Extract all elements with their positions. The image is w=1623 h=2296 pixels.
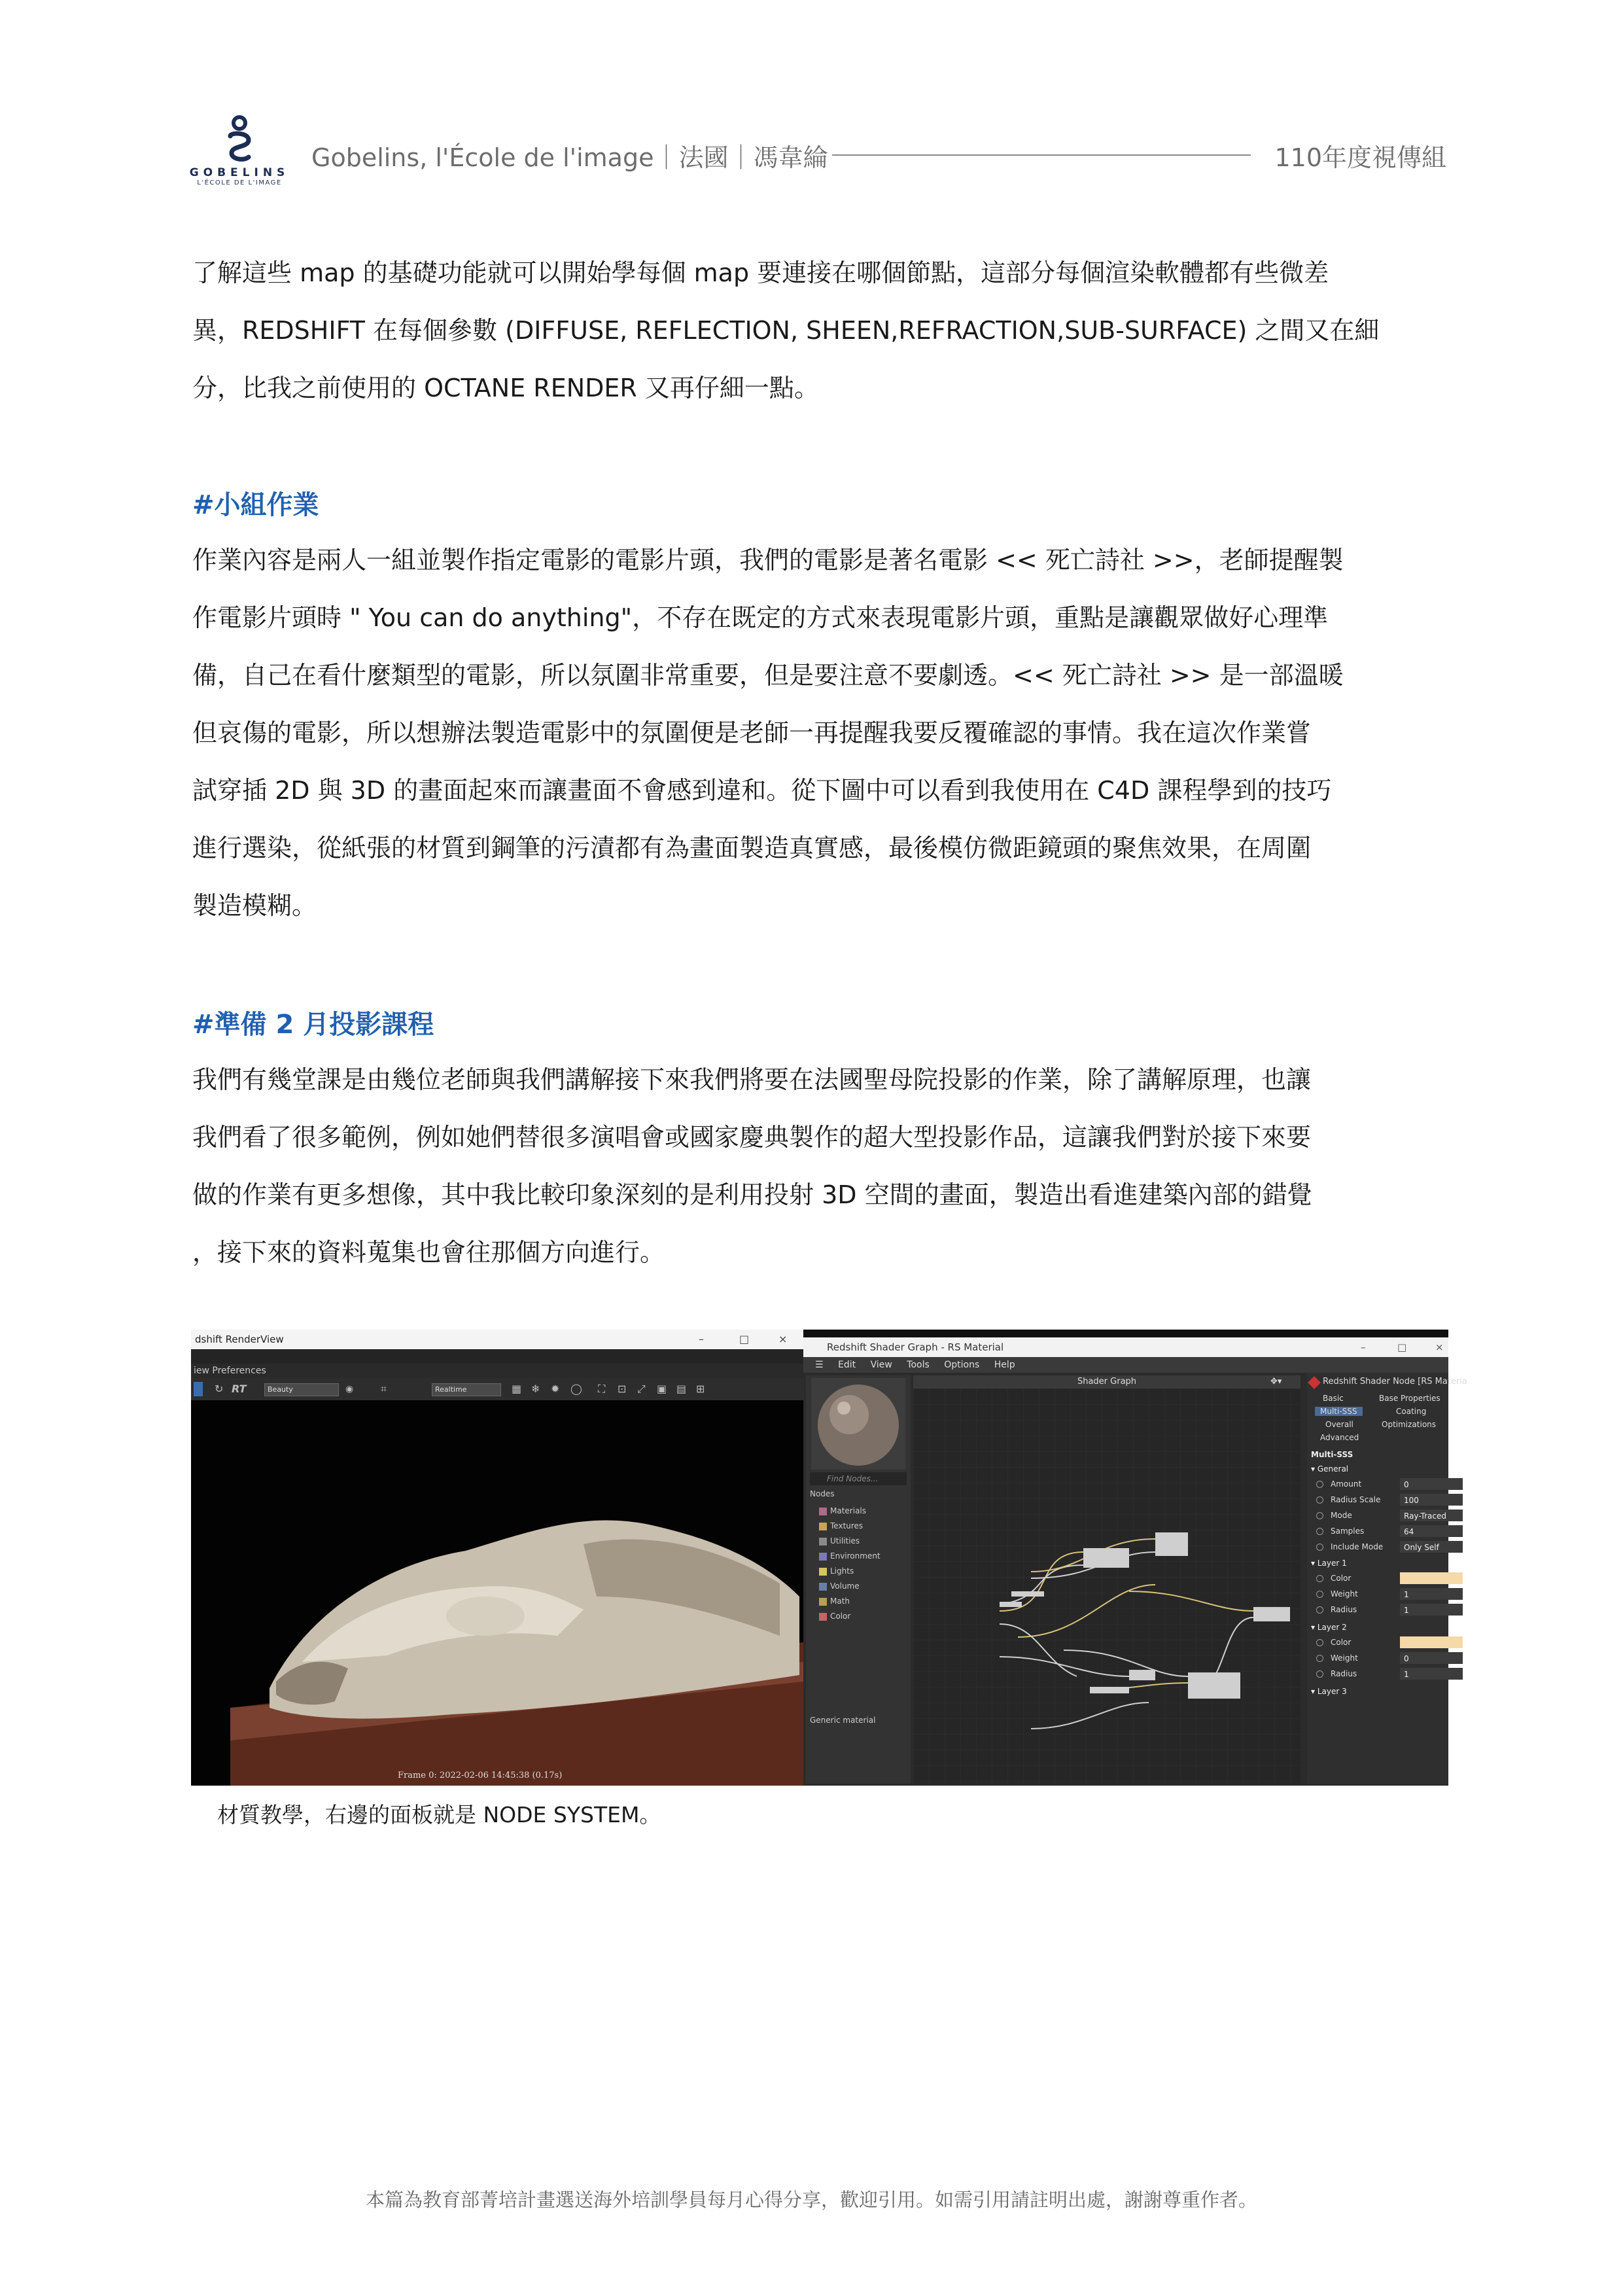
param-layer2-radius[interactable]: Radius 1 [1311,1667,1447,1680]
figure-caption: 材質教學，右邊的面板就是 NODE SYSTEM。 [217,1802,661,1828]
text-line: ，接下來的資料蒐集也會往那個方向進行。 [192,1238,665,1267]
text-line: 了解這些 map 的基礎功能就可以開始學每個 map 要連接在哪個節點，這部分每個渲染軟體都有些微差 [192,258,1329,287]
tree-item-math[interactable]: Math [810,1594,881,1609]
minimize-button[interactable]: – [699,1333,704,1345]
shader-graph-menubar [803,1357,1448,1373]
rt-toggle[interactable]: RT [232,1383,247,1395]
logo-wordmark: GOBELINS [189,166,290,179]
tab-optimizations[interactable]: Optimizations [1382,1420,1437,1429]
hamburger-icon[interactable]: ☰ [815,1360,824,1370]
close-button[interactable]: × [778,1333,788,1345]
shader-graph-title: Redshift Shader Graph - RS Material [803,1337,1448,1357]
redshift-shader-graph-window [803,1330,1467,1786]
tab-coating[interactable]: Coating [1396,1407,1427,1416]
close-button[interactable]: × [1435,1341,1444,1353]
crop-icon[interactable]: ⌗ [381,1383,387,1395]
tree-item-lights[interactable]: Lights [810,1564,881,1579]
section-heading-projection-course: #準備 2 月投影課程 [192,1010,434,1040]
redshift-node-icon [1308,1376,1321,1389]
section-heading-group-work: #小組作業 [192,490,319,520]
redshift-renderview-window [191,1330,803,1786]
param-layer2-color[interactable]: Color [1311,1636,1447,1649]
image-icon[interactable]: ▤ [676,1383,687,1395]
text-line: 作業內容是兩人一組並製作指定電影的電影片頭，我們的電影是著名電影 << 死亡詩社 >>，老師提醒製 [192,546,1344,574]
text-line: 試穿插 2D 與 3D 的畫面起來而讓畫面不會感到違和。從下圖中可以看到我使用在 C4D 課程學到的技巧 [192,776,1332,805]
menu-edit[interactable]: Edit [838,1360,856,1370]
add-icon[interactable]: ⊞ [696,1383,705,1395]
color-picker-icon[interactable]: ◉ [345,1384,354,1394]
mode-select[interactable]: Realtime [432,1383,501,1396]
text-line: 我們有幾堂課是由幾位老師與我們講解接下來我們將要在法國聖母院投影的作業，除了講解原理，也讓 [192,1065,1312,1094]
text-line: 進行選染，從紙張的材質到鋼筆的污漬都有為畫面製造真實感，最後模仿微距鏡頭的聚焦效果，在周圍 [192,834,1312,862]
render-status: Frame 0: 2022-02-06 14:45:38 (0.17s) [398,1771,563,1780]
render-icon[interactable] [194,1382,203,1396]
header-right-label: 110年度視傳組 [1274,143,1446,172]
text-line: 作電影片頭時 " You can do anything"，不存在既定的方式來表現電影片頭，重點是讓觀眾做好心理準 [192,603,1329,632]
renderview-toolbar [191,1378,803,1400]
node-graph-wires [913,1388,1300,1784]
param-samples[interactable]: Samples 64 [1311,1525,1447,1538]
param-layer1-weight[interactable]: Weight 1 [1311,1587,1447,1600]
text-line: 製造模糊。 [192,891,317,920]
node-category-tree [810,1504,881,1624]
snapshot-icon[interactable]: ▣ [657,1383,667,1395]
tree-item-materials[interactable]: Materials [810,1504,881,1519]
maximize-button[interactable]: □ [1397,1341,1407,1353]
tree-item-color[interactable]: Color [810,1609,881,1624]
aov-select[interactable]: Beauty [264,1383,339,1396]
text-line: 備，自己在看什麼類型的電影，所以氛圍非常重要，但是要注意不要劇透。<< 死亡詩社 >> 是一部溫暖 [192,661,1344,690]
node-properties-panel [1307,1373,1467,1784]
circle-icon[interactable]: ◯ [570,1383,582,1395]
text-line: 異，REDSHIFT 在每個參數 (DIFFUSE, REFLECTION, SHEEN,REFRACTION,SUB-SURFACE) 之間又在細 [192,316,1380,345]
generic-material-label: Generic material [810,1716,876,1725]
tree-item-environment[interactable]: Environment [810,1549,881,1564]
menu-view[interactable]: View [870,1360,892,1370]
grid-icon[interactable]: ▦ [512,1383,522,1395]
intro-paragraph [192,244,1431,417]
maximize-button[interactable]: □ [739,1333,750,1345]
text-line: 我們看了很多範例，例如她們替很多演唱會或國家慶典製作的超大型投影作品，這讓我們對於接下來要 [192,1123,1312,1152]
param-layer2-weight[interactable]: Weight 0 [1311,1651,1447,1665]
tab-multi-sss[interactable]: Multi-SSS [1315,1407,1363,1416]
section-multi-sss: Multi-SSS [1311,1450,1353,1459]
projection-course-paragraph [192,1051,1431,1281]
text-line: 做的作業有更多想像，其中我比較印象深刻的是利用投射 3D 空間的畫面，製造出看進建築內部的錯覺 [192,1180,1312,1209]
group-general[interactable]: ▾ General [1311,1464,1349,1474]
param-include-mode[interactable]: Include Mode Only Self [1311,1540,1447,1553]
menu-help[interactable]: Help [994,1360,1015,1370]
param-layer1-color[interactable]: Color [1311,1572,1447,1585]
renderview-title: dshift RenderView [191,1330,803,1349]
menu-tools[interactable]: Tools [907,1360,930,1370]
param-amount[interactable]: Amount 0 [1311,1477,1447,1491]
shader-graph-canvas-title: Shader Graph [913,1375,1300,1388]
group-work-paragraph [192,531,1431,934]
text-line: 分，比我之前使用的 OCTANE RENDER 又再仔細一點。 [192,374,819,402]
tree-item-textures[interactable]: Textures [810,1519,881,1534]
text-line: 但哀傷的電影，所以想辦法製造電影中的氛圍便是老師一再提醒我要反覆確認的事情。我在這次作業嘗 [192,718,1312,747]
menu-options[interactable]: Options [944,1360,980,1370]
find-nodes-input[interactable]: Find Nodes... [810,1472,907,1485]
tree-item-volume[interactable]: Volume [810,1579,881,1594]
group-layer-1[interactable]: ▾ Layer 1 [1311,1559,1347,1568]
tab-base-properties[interactable]: Base Properties [1379,1394,1440,1403]
group-layer-3[interactable]: ▾ Layer 3 [1311,1687,1347,1696]
render-image-marble-sculpture [191,1400,803,1786]
page-footer: 本篇為教育部菁培計畫選送海外培訓學員每月心得分享，歡迎引用。如需引用請註明出處，謝謝尊重作者。 [365,2189,1257,2211]
tab-overall[interactable]: Overall [1325,1420,1353,1429]
refresh-icon[interactable]: ↻ [215,1383,224,1395]
param-layer1-radius[interactable]: Radius 1 [1311,1603,1447,1616]
material-tutorial-screenshot [191,1330,1467,1786]
header-divider [832,154,1251,156]
minimize-button[interactable]: – [1361,1341,1366,1353]
tab-advanced[interactable]: Advanced [1320,1433,1359,1442]
canvas-tools-icon[interactable]: ✥▾ [1270,1377,1282,1386]
gobelins-logo [187,116,292,187]
tree-item-utilities[interactable]: Utilities [810,1534,881,1549]
param-mode[interactable]: Mode Ray-Traced [1311,1509,1447,1522]
tab-basic[interactable]: Basic [1323,1394,1344,1403]
zoom-icon[interactable]: ⊡ [618,1383,627,1395]
nodes-header: Nodes [810,1489,835,1498]
gobelins-logo-mark [225,116,254,162]
snowflake-icon[interactable]: ❄ [531,1383,540,1395]
group-layer-2[interactable]: ▾ Layer 2 [1311,1623,1347,1632]
logo-subtitle: L'ÉCOLE DE L'IMAGE [197,179,282,186]
shader-graph-canvas[interactable] [913,1375,1300,1784]
material-preview-sphere [811,1378,905,1470]
param-radius-scale[interactable]: Radius Scale 100 [1311,1493,1447,1506]
expand-icon[interactable]: ⤢ [637,1383,646,1395]
renderview-menubar[interactable]: iew Preferences [191,1364,803,1378]
header-title: Gobelins, l'École de l'image｜法國｜馮韋綸 [311,143,828,172]
sun-icon[interactable]: ✹ [551,1383,560,1395]
node-panel-header: Redshift Shader Node [RS Materia [1323,1377,1467,1386]
fit-icon[interactable]: ⛶ [598,1383,606,1395]
node-browser-panel [806,1375,911,1784]
